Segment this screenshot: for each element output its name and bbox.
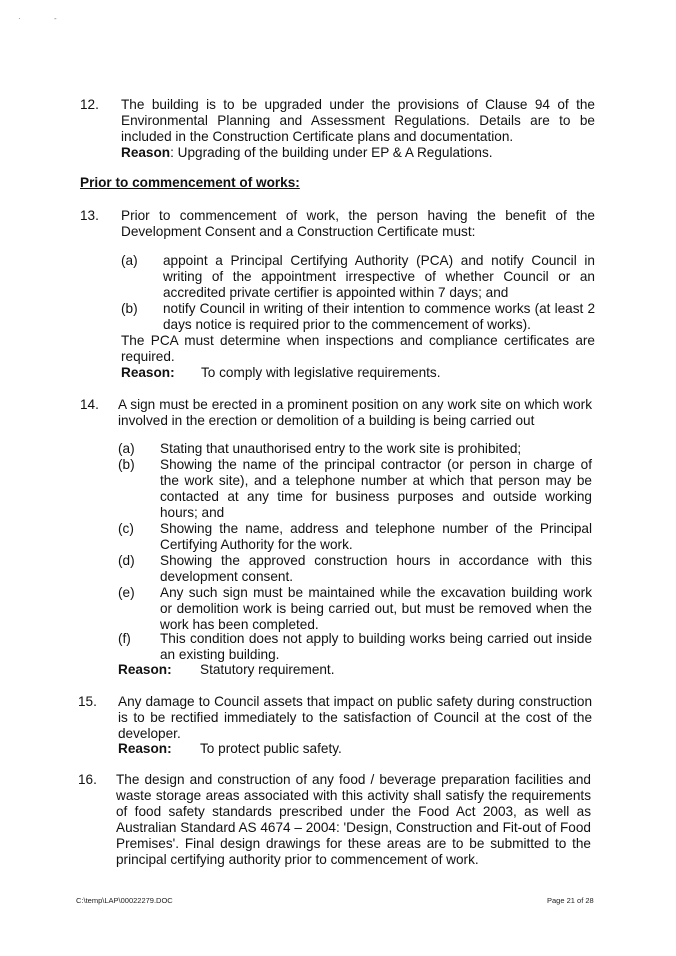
section-heading: Prior to commencement of works: — [80, 175, 300, 190]
item-text: This condition does not apply to building works being carried out inside an existing building. — [160, 631, 592, 662]
reason-label: Reason: — [121, 365, 175, 380]
condition-number: 16. — [78, 772, 97, 787]
condition-text: The building is to be upgraded under the provisions of Clause 94 of the Environmental Planning and Assessment Regulations. Details are to be included in the Construction Certificate plans and documentation. — [121, 97, 595, 144]
item-text: Any such sign must be maintained while the excavation building work or demolition work is being carried out, but must be removed when the work has been completed. — [160, 585, 592, 632]
condition-number: 15. — [78, 694, 97, 709]
scan-mark: · — [18, 14, 21, 23]
condition-text: The design and construction of any food / beverage preparation facilities and waste storage areas associated with this activity shall satisfy the requirements of food safety standards prescribed under the Food Act 2003, as well as Australian Standard AS 4674 – 2004: 'Design, Construction and Fit-out of Food Premises'. Final design drawings for these areas are to be submitted to the principal certifying authority prior to commencement of work. — [116, 772, 591, 867]
condition-reason — [121, 145, 493, 161]
item-text: appoint a Principal Certifying Authority (PCA) and notify Council in writing of the appointment irrespective of whether Council or an accredited private certifier is appointed within 7 days; and — [163, 253, 595, 300]
item-text: Showing the name of the principal contractor (or person in charge of the work site), and a telephone number at which that person may be contacted at any time for business purposes and outside working hours; and — [160, 457, 592, 520]
item-text: Showing the name, address and telephone number of the Principal Certifying Authority for the work. — [160, 521, 592, 552]
condition-reason — [118, 662, 335, 678]
condition-text: Any damage to Council assets that impact on public safety during construction is to be rectified immediately to the satisfaction of Council at the cost of the developer. — [118, 694, 592, 741]
reason-label: Reason: — [118, 741, 172, 756]
condition-reason — [121, 365, 441, 381]
condition-number: 14. — [80, 397, 99, 412]
item-label: (c) — [118, 521, 134, 536]
reason-text: : Upgrading of the building under EP & A Regulations. — [170, 145, 493, 160]
item-text: Stating that unauthorised entry to the work site is prohibited; — [160, 441, 522, 456]
condition-text: Prior to commencement of work, the person having the benefit of the Development Consent and a Construction Certificate must: — [121, 208, 595, 239]
reason-text: To protect public safety. — [200, 741, 342, 756]
condition-text: A sign must be erected in a prominent position on any work site on which work involved in the erection or demolition of a building is being carried out — [118, 397, 592, 428]
item-label: (e) — [118, 585, 135, 600]
reason-label: Reason — [121, 145, 171, 160]
reason-text: To comply with legislative requirements. — [201, 365, 441, 380]
item-label: (b) — [118, 457, 135, 472]
scan-mark: - — [54, 14, 57, 23]
reason-text: Statutory requirement. — [200, 662, 335, 677]
footer-page-number: Page 21 of 28 — [547, 896, 594, 905]
item-text: Showing the approved construction hours in accordance with this development consent. — [160, 553, 592, 584]
item-label: (f) — [118, 631, 131, 646]
item-label: (a) — [118, 441, 135, 456]
item-label: (d) — [118, 553, 135, 568]
footer-file-path: C:\temp\LAP\00022279.DOC — [76, 896, 173, 905]
item-text: notify Council in writing of their intention to commence works (at least 2 days notice is required prior to the commencement of works). — [163, 301, 595, 332]
condition-note: The PCA must determine when inspections and compliance certificates are required. — [121, 333, 595, 364]
condition-number: 13. — [80, 208, 99, 223]
item-label: (b) — [121, 301, 138, 316]
condition-reason — [118, 741, 342, 757]
item-label: (a) — [121, 253, 138, 268]
condition-number: 12. — [80, 97, 99, 112]
reason-label: Reason: — [118, 662, 172, 677]
